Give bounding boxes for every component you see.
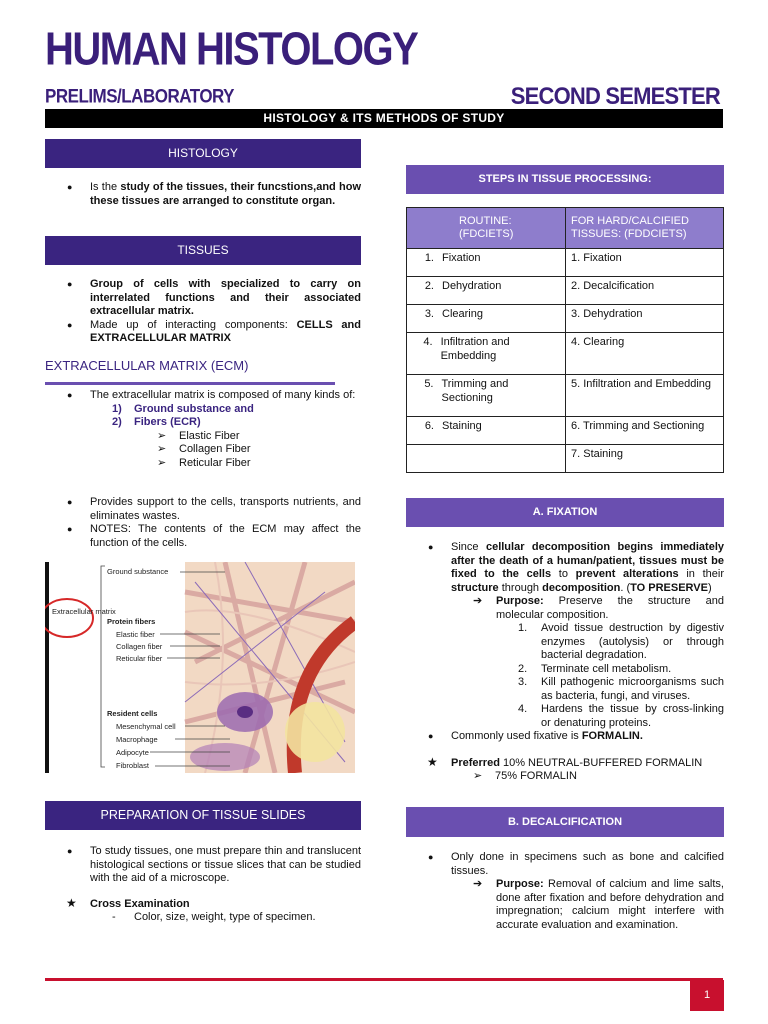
- subtitle-semester: SECOND SEMESTER: [510, 82, 720, 110]
- list-item: ★ Cross Examination - Color, size, weight, type of specimen.: [45, 898, 361, 925]
- histology-section: [45, 181, 361, 208]
- list-item: ● Provides support to the cells, transports nutrients, and eliminates wastes.: [45, 496, 361, 523]
- label-protein-fibers: Protein fibers: [107, 617, 156, 626]
- label-fibroblast: Fibroblast: [116, 761, 149, 770]
- goal-item: 3. Kill pathogenic microorganisms such as bacteria, fungi, and viruses.: [518, 676, 724, 702]
- steps-table: [406, 207, 724, 473]
- list-item: ● Made up of interacting components: CELLS and EXTRACELLULAR MATRIX: [45, 319, 361, 346]
- ecm-figure: [45, 562, 355, 773]
- list-item: ● To study tissues, one must prepare thin and translucent histological sections or tissue slices that can be studied with the aid of a microscope.: [45, 845, 361, 886]
- goal-item: 4. Hardens the tissue by cross-linking or denaturing proteins.: [518, 703, 724, 729]
- ecm-notes: [45, 496, 361, 550]
- list-item: ● Only done in specimens such as bone and calcified tissues. ➔ Purpose: Removal of calcium and lime salts, done after fixation and before dehydration and impregnation; calcium might interfere with accurate evaluation and examination.: [406, 851, 724, 932]
- table-header-row: [407, 208, 724, 249]
- histology-heading: HISTOLOGY: [45, 139, 361, 168]
- list-item: ● The extracellular matrix is composed of many kinds of: 1) Ground substance and 2) Fibers (ECR) ➢ Elastic Fiber ➢ Collagen Fiber ➢ Reticular Fiber: [45, 389, 361, 470]
- fiber-item: ➢ Reticular Fiber: [157, 456, 251, 469]
- ecm-kind-item: 1) Ground substance and: [112, 402, 254, 415]
- alt-formalin: ➢ 75% FORMALIN: [473, 770, 577, 782]
- footer-rule: [45, 978, 723, 981]
- list-item: ★ Preferred 10% NEUTRAL-BUFFERED FORMALIN ➢ 75% FORMALIN: [406, 757, 724, 784]
- list-item: ● Since cellular decomposition begins immediately after the death of a human/patient, tissues must be fixed to the cells to prevent alterations in their structure through decomposition. (TO PRESERVE) ➔ Purpose: Preserve the structure and molecular composition. 1. Avoid tissue destruction by digestiv enzymes (autolysis) or through bacterial degradation. 2. Terminate cell metabolism. 3. Kill pathogenic microorganisms such as bacteria, fungi, and viruses. 4. Hardens the tissue by cross-linking or denaturing proteins.: [406, 541, 724, 730]
- label-resident-cells: Resident cells: [107, 709, 158, 718]
- table-row: 1. Fixation 1. Fixation: [407, 249, 724, 277]
- col-hard-header: FOR HARD/CALCIFIED TISSUES: (FDDCIETS): [566, 208, 724, 249]
- list-item: ● NOTES: The contents of the ECM may affect the function of the cells.: [45, 523, 361, 550]
- fiber-list: [112, 430, 361, 471]
- ecm-underline: [45, 382, 335, 385]
- table-row: 7. Staining: [407, 445, 724, 473]
- table-row: 3. Clearing 3. Dehydration: [407, 305, 724, 333]
- table-row: 2. Dehydration 2. Decalcification: [407, 277, 724, 305]
- document-title: HUMAN HISTOLOGY: [45, 24, 418, 75]
- ecm-kind-item: 2) Fibers (ECR): [112, 416, 201, 428]
- label-elastic: Elastic fiber: [116, 630, 155, 639]
- preparation-section: [45, 845, 361, 925]
- label-adipocyte: Adipocyte: [116, 748, 149, 757]
- steps-heading: STEPS IN TISSUE PROCESSING:: [406, 165, 724, 194]
- table-row: 4. Infiltration and Embedding 4. Clearing: [407, 333, 724, 375]
- page-number: 1: [690, 980, 724, 1011]
- fiber-item: ➢ Elastic Fiber: [157, 429, 240, 442]
- goal-item: 1. Avoid tissue destruction by digestiv enzymes (autolysis) or through bacterial degradation.: [518, 622, 724, 661]
- fixation-goals: [496, 622, 724, 730]
- tissues-heading: TISSUES: [45, 236, 361, 265]
- purpose-item: ➔ Purpose: Removal of calcium and lime salts, done after fixation and before dehydration and impregnation; calcium might interfere with accurate evaluation and examination.: [473, 878, 724, 931]
- ecm-section: [45, 389, 361, 470]
- list-item: ● Commonly used fixative is FORMALIN.: [406, 730, 724, 744]
- subtitle-prelims: PRELIMS/LABORATORY: [45, 85, 235, 107]
- topic-banner: HISTOLOGY & ITS METHODS OF STUDY: [45, 109, 723, 128]
- preparation-heading: PREPARATION OF TISSUE SLIDES: [45, 801, 361, 830]
- goal-item: 2. Terminate cell metabolism.: [518, 662, 672, 675]
- label-macrophage: Macrophage: [116, 735, 158, 744]
- label-extracellular-matrix: Extracellular matrix: [52, 607, 116, 616]
- fixation-section: [406, 541, 724, 784]
- table-row: 6. Staining 6. Trimming and Sectioning: [407, 417, 724, 445]
- label-collagen: Collagen fiber: [116, 642, 163, 651]
- label-ground-substance: Ground substance: [107, 567, 169, 576]
- decalcification-heading: B. DECALCIFICATION: [406, 807, 724, 837]
- purpose-item: ➔ Purpose: Preserve the structure and molecular composition. 1. Avoid tissue destruction by digestiv enzymes (autolysis) or through bacterial degradation. 2. Terminate cell metabolism. 3. Kill pathogenic microorganisms such as bacteria, fungi, and viruses. 4. Hardens the tissue by cross-linking or denaturing proteins.: [473, 595, 724, 729]
- list-item: ● Is the study of the tissues, their funcstions,and how these tissues are arranged to constitute organ.: [45, 181, 361, 208]
- tissues-section: [45, 278, 361, 346]
- decalcification-section: [406, 851, 724, 932]
- label-mesenchymal: Mesenchymal cell: [116, 722, 176, 731]
- table-row: 5. Trimming and Sectioning 5. Infiltration and Embedding: [407, 375, 724, 417]
- dash-item: - Color, size, weight, type of specimen.: [112, 911, 316, 923]
- col-routine-header: ROUTINE: (FDCIETS): [407, 208, 566, 249]
- ecm-illustration: [45, 562, 355, 773]
- fiber-item: ➢ Collagen Fiber: [157, 443, 251, 455]
- ecm-heading: EXTRACELLULAR MATRIX (ECM): [45, 358, 249, 373]
- fixation-heading: A. FIXATION: [406, 498, 724, 527]
- list-item: ● Group of cells with specialized to carry on interrelated functions and their associated extracellular matrix.: [45, 278, 361, 319]
- label-reticular: Reticular fiber: [116, 654, 163, 663]
